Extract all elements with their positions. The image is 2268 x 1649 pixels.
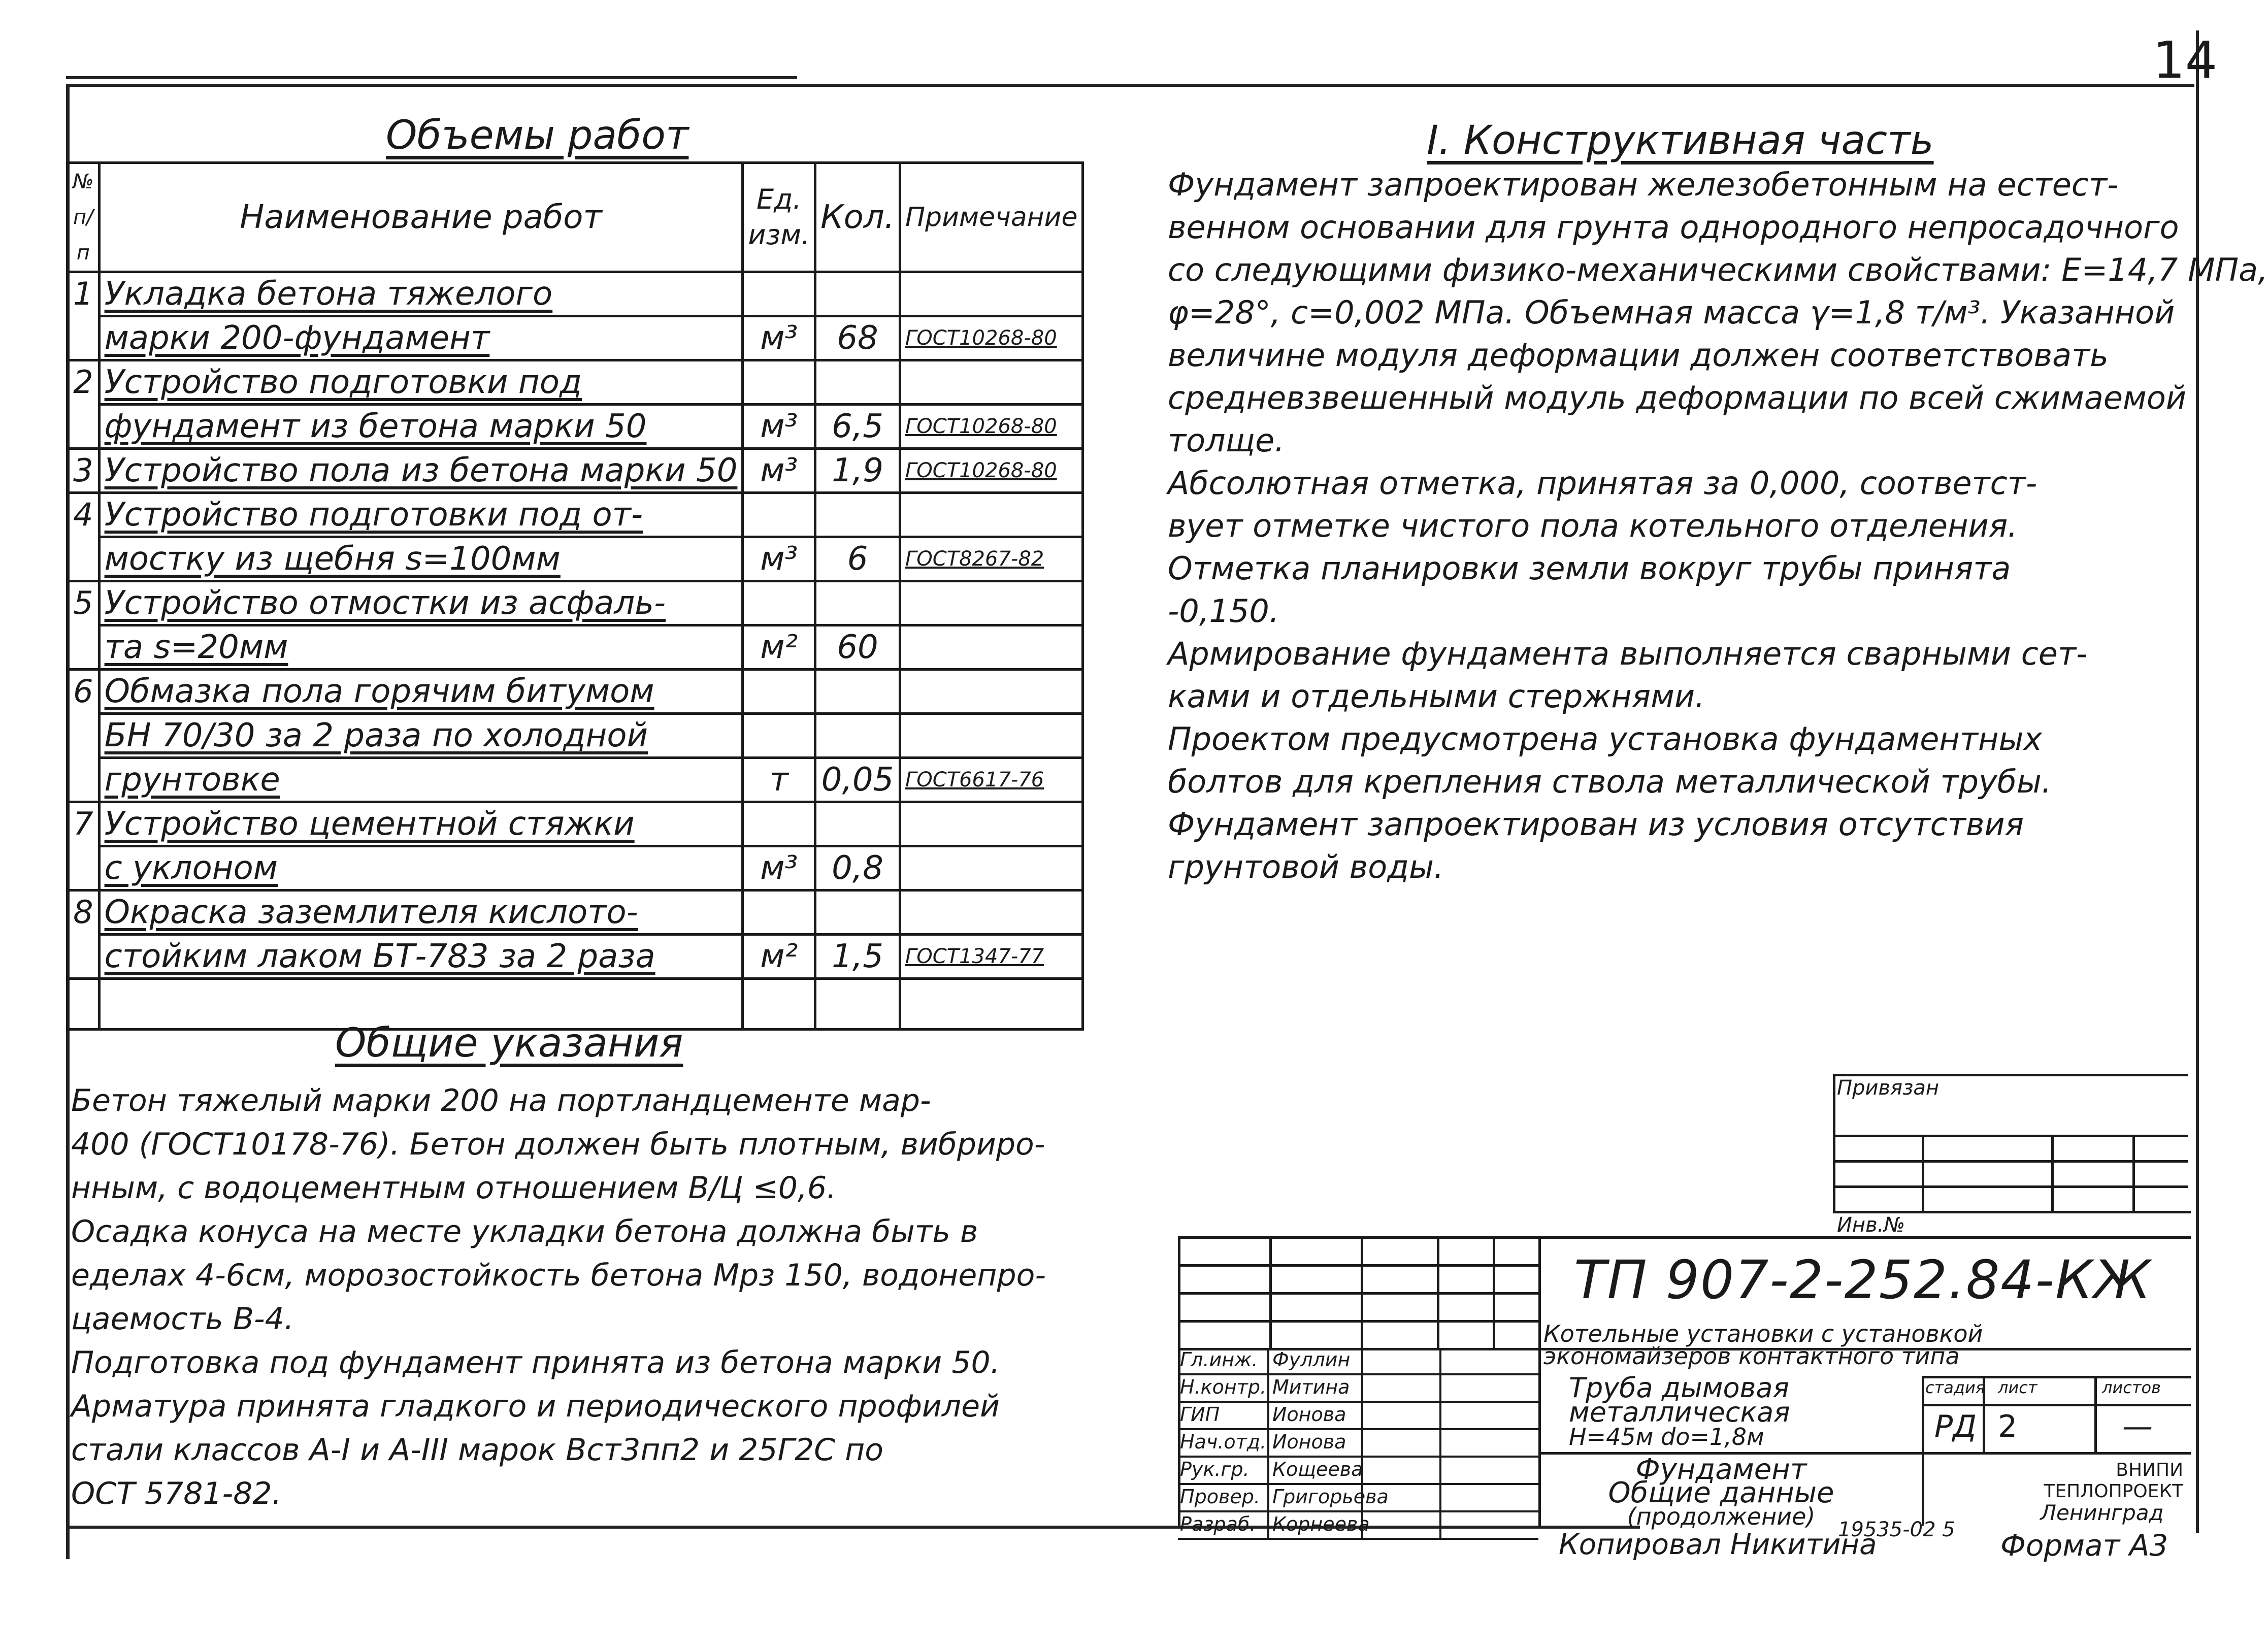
document-code: ТП 907-2-252.84-КЖ: [1574, 1249, 2152, 1311]
sheets-value: —: [2122, 1409, 2153, 1444]
general-line: еделах 4-6см, морозостойкость бетона Мрз 150, водонепро-: [71, 1258, 1046, 1293]
general-line: цаемость В-4.: [71, 1301, 294, 1337]
signature-row: [1178, 1458, 1538, 1485]
table-row: [68, 316, 1083, 360]
signature-name: Кощеева: [1269, 1458, 1363, 1483]
date-field: [1441, 1458, 1538, 1483]
header-unit: Ед. изм.: [743, 163, 815, 272]
row-number: 4: [68, 493, 100, 581]
work-unit: [743, 581, 815, 625]
signature-name: Ионова: [1269, 1403, 1363, 1428]
work-name: марки 200-фундамент: [99, 316, 743, 360]
constructive-line: толще.: [1168, 422, 1285, 459]
row-number: 8: [68, 891, 100, 979]
work-unit: [743, 714, 815, 758]
constructive-line: ками и отдельными стержнями.: [1168, 678, 1705, 715]
work-name: Устройство пола из бетона марки 50: [99, 449, 743, 493]
work-unit: [743, 272, 815, 316]
organization: ВНИПИ ТЕПЛОПРОЕКТ Ленинград: [2040, 1460, 2183, 1525]
header-note: Примечание: [900, 163, 1083, 272]
sheet-number: 14: [2153, 30, 2218, 90]
work-note: ГОСТ10268-80: [900, 449, 1083, 493]
work-note: [900, 272, 1083, 316]
sheet-value: 2: [1998, 1409, 2018, 1444]
work-note: [900, 802, 1083, 846]
constructive-line: Отметка планировки земли вокруг трубы принята: [1168, 550, 2011, 587]
inv-no-label: Инв.№: [1837, 1213, 1905, 1237]
work-note: ГОСТ10268-80: [900, 405, 1083, 449]
work-unit: м³: [743, 316, 815, 360]
row-number: 1: [68, 272, 100, 360]
date-field: [1441, 1375, 1538, 1401]
constructive-line: Фундамент запроектирован из условия отсутствия: [1168, 806, 2024, 843]
work-qty: [815, 581, 900, 625]
date-field: [1441, 1348, 1538, 1373]
archive-number: 19535-02 5: [1838, 1518, 1955, 1541]
table-row: [68, 537, 1083, 581]
header-name: Наименование работ: [99, 163, 743, 272]
signature-field: [1363, 1375, 1441, 1401]
work-name: Устройство подготовки под от-: [99, 493, 743, 537]
sheet-format: Формат А3: [2000, 1528, 2168, 1563]
signature-name: Фуллин: [1269, 1348, 1363, 1373]
general-line: Арматура принята гладкого и периодического профилей: [71, 1389, 1000, 1424]
constructive-line: Фундамент запроектирован железобетонным на естест-: [1168, 166, 2119, 203]
constructive-line: φ=28°, с=0,002 МПа. Объемная масса γ=1,8 т/м³. Указанной: [1168, 294, 2175, 331]
work-unit: [743, 802, 815, 846]
object-name: Труба дымовая металлическая Н=45м dо=1,8м: [1569, 1372, 1790, 1450]
work-note: [900, 493, 1083, 537]
work-qty: 6: [815, 537, 900, 581]
constructive-line: Армирование фундамента выполняется сварными сет-: [1168, 635, 2088, 672]
work-unit: м³: [743, 846, 815, 891]
work-name: БН 70/30 за 2 раза по холодной: [99, 714, 743, 758]
general-title: Общие указания: [335, 1020, 683, 1066]
work-note: [900, 625, 1083, 670]
work-qty: 60: [815, 625, 900, 670]
work-note: [900, 714, 1083, 758]
row-number: 2: [68, 360, 100, 449]
table-row: [68, 405, 1083, 449]
work-unit: [743, 891, 815, 935]
constructive-line: со следующими физико-механическими свойствами: Е=14,7 МПа,: [1168, 251, 2268, 288]
work-qty: 68: [815, 316, 900, 360]
work-name: Окраска заземлителя кислото-: [99, 891, 743, 935]
work-qty: 0,05: [815, 758, 900, 802]
constructive-text: [1168, 163, 2268, 888]
work-name: грунтовке: [99, 758, 743, 802]
signature-row: [1178, 1430, 1538, 1458]
work-unit: м²: [743, 625, 815, 670]
stage-label: стадия: [1925, 1378, 1986, 1397]
signature-name: Митина: [1269, 1375, 1363, 1401]
constructive-line: грунтовой воды.: [1168, 848, 1444, 885]
work-unit: [743, 360, 815, 405]
work-qty: 6,5: [815, 405, 900, 449]
header-num: № п/п: [68, 163, 100, 272]
table-row: [68, 449, 1083, 493]
table-row: [68, 625, 1083, 670]
table-row: [68, 891, 1083, 935]
work-note: [900, 360, 1083, 405]
work-note: [900, 891, 1083, 935]
work-name: Обмазка пола горячим битумом: [99, 670, 743, 714]
constructive-line: болтов для крепления ствола металлической трубы.: [1168, 763, 2052, 800]
signature-field: [1363, 1458, 1441, 1483]
general-line: Подготовка под фундамент принята из бетона марки 50.: [71, 1345, 1000, 1380]
work-note: ГОСТ10268-80: [900, 316, 1083, 360]
work-name: Укладка бетона тяжелого: [99, 272, 743, 316]
table-row: [68, 272, 1083, 316]
work-name: фундамент из бетона марки 50: [99, 405, 743, 449]
volumes-table: [66, 161, 1084, 1031]
general-line: 400 (ГОСТ10178-76). Бетон должен быть плотным, вибриро-: [71, 1127, 1045, 1162]
work-qty: [815, 493, 900, 537]
sheet-title: Фундамент Общие данные (продолжение): [1608, 1453, 1834, 1530]
work-qty: [815, 272, 900, 316]
signature-name: Григорьева: [1269, 1485, 1363, 1510]
signature-name: Ионова: [1269, 1430, 1363, 1456]
work-note: ГОСТ1347-77: [900, 935, 1083, 979]
stage-value: РД: [1934, 1409, 1977, 1444]
signature-field: [1363, 1403, 1441, 1428]
work-note: [900, 670, 1083, 714]
work-qty: [815, 714, 900, 758]
signature-field: [1363, 1512, 1441, 1538]
date-field: [1441, 1430, 1538, 1456]
signature-role: Нач.отд.: [1178, 1430, 1269, 1456]
signature-role: ГИП: [1178, 1403, 1269, 1428]
general-line: Осадка конуса на месте укладки бетона должна быть в: [71, 1214, 978, 1249]
volumes-title: Объемы работ: [386, 113, 689, 158]
signature-name: Корнеева: [1269, 1512, 1363, 1538]
general-line: ОСТ 5781-82.: [71, 1476, 282, 1511]
general-instructions: [71, 1079, 1046, 1515]
sheet-label: лист: [1998, 1378, 2037, 1397]
work-note: ГОСТ6617-76: [900, 758, 1083, 802]
work-qty: [815, 360, 900, 405]
work-name: мостку из щебня s=100мм: [99, 537, 743, 581]
privyazan-label: Привязан: [1837, 1076, 1940, 1100]
signature-row: [1178, 1348, 1538, 1375]
work-name: Устройство цементной стяжки: [99, 802, 743, 846]
date-field: [1441, 1403, 1538, 1428]
date-field: [1441, 1485, 1538, 1510]
constructive-line: Абсолютная отметка, принятая за 0,000, соответст-: [1168, 465, 2037, 502]
signature-role: Гл.инж.: [1178, 1348, 1269, 1373]
work-qty: [815, 670, 900, 714]
volumes-header-row: [68, 163, 1083, 272]
frame-top-line: [66, 76, 797, 79]
work-note: [900, 581, 1083, 625]
work-name: Устройство отмостки из асфаль-: [99, 581, 743, 625]
general-line: нным, с водоцементным отношением В/Ц ≤0,6.: [71, 1170, 837, 1206]
project-name: Котельные установки с установкой экономайзеров контактного типа: [1543, 1320, 1983, 1370]
copied-by: Копировал Никитина: [1559, 1528, 1877, 1561]
constructive-line: вует отметке чистого пола котельного отделения.: [1168, 507, 2018, 544]
work-unit: т: [743, 758, 815, 802]
work-unit: [743, 670, 815, 714]
work-unit: [743, 493, 815, 537]
row-number: 6: [68, 670, 100, 802]
constructive-line: -0,150.: [1168, 592, 1279, 630]
table-row: [68, 714, 1083, 758]
signature-role: Провер.: [1178, 1485, 1269, 1510]
signature-row: [1178, 1403, 1538, 1430]
signature-row: [1178, 1485, 1538, 1512]
work-unit: м³: [743, 537, 815, 581]
signature-field: [1363, 1430, 1441, 1456]
constructive-line: величине модуля деформации должен соответствовать: [1168, 337, 2109, 374]
signature-field: [1363, 1485, 1441, 1510]
work-note: [900, 846, 1083, 891]
general-line: стали классов А-I и А-III марок Вст3пп2 и 25Г2С по: [71, 1432, 884, 1468]
work-qty: [815, 891, 900, 935]
row-number: 7: [68, 802, 100, 891]
work-name: с уклоном: [99, 846, 743, 891]
signature-role: Рук.гр.: [1178, 1458, 1269, 1483]
table-row: [68, 846, 1083, 891]
sheets-label: листов: [2102, 1378, 2161, 1397]
row-number: 5: [68, 581, 100, 670]
constructive-line: Проектом предусмотрена установка фундаментных: [1168, 720, 2043, 757]
date-field: [1441, 1512, 1538, 1538]
work-qty: 1,5: [815, 935, 900, 979]
table-row: [68, 670, 1083, 714]
signature-row: [1178, 1375, 1538, 1403]
constructive-line: венном основании для грунта однородного непросадочного: [1168, 209, 2179, 246]
work-unit: м³: [743, 449, 815, 493]
work-unit: м²: [743, 935, 815, 979]
signature-row: [1178, 1512, 1538, 1540]
work-note: ГОСТ8267-82: [900, 537, 1083, 581]
constructive-title: I. Конструктивная часть: [1427, 118, 1934, 163]
work-name: стойким лаком БТ-783 за 2 раза: [99, 935, 743, 979]
table-row: [68, 360, 1083, 405]
constructive-line: средневзвешенный модуль деформации по всей сжимаемой: [1168, 379, 2187, 416]
work-qty: [815, 802, 900, 846]
signature-field: [1363, 1348, 1441, 1373]
general-line: Бетон тяжелый марки 200 на портландцементе мар-: [71, 1083, 931, 1118]
signature-role: Разраб.: [1178, 1512, 1269, 1538]
work-name: Устройство подготовки под: [99, 360, 743, 405]
signature-role: Н.контр.: [1178, 1375, 1269, 1401]
header-qty: Кол.: [815, 163, 900, 272]
table-row: [68, 493, 1083, 537]
work-qty: 1,9: [815, 449, 900, 493]
table-row: [68, 581, 1083, 625]
work-unit: м³: [743, 405, 815, 449]
work-name: та s=20мм: [99, 625, 743, 670]
work-qty: 0,8: [815, 846, 900, 891]
table-row: [68, 758, 1083, 802]
table-row: [68, 935, 1083, 979]
table-row: [68, 802, 1083, 846]
row-number: 3: [68, 449, 100, 493]
